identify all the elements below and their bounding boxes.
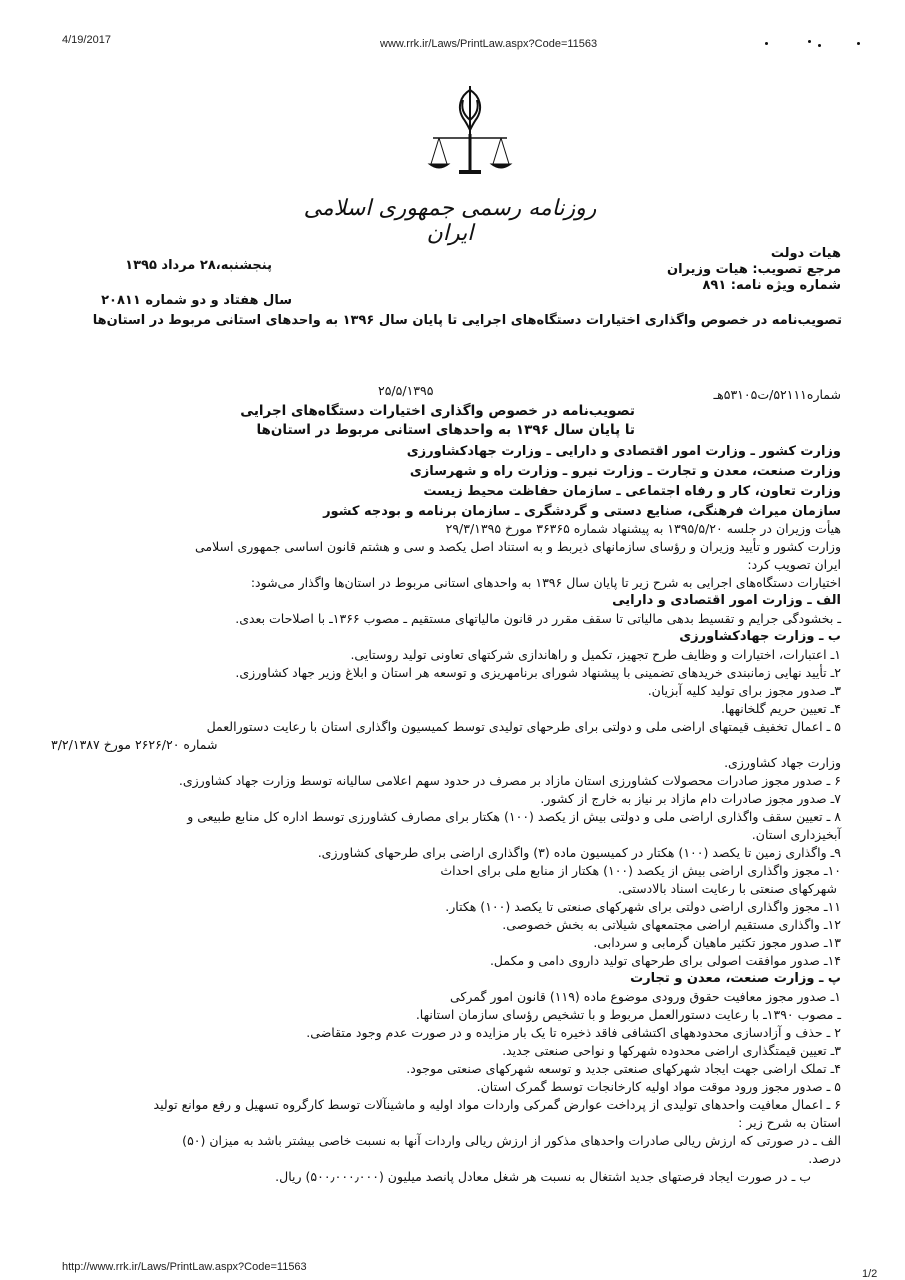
meta-authority: مرجع تصویب: هیات وزیران <box>667 262 841 277</box>
doc-title <box>240 402 635 440</box>
section-item: ۱۴ـ صدور موافقت اصولی برای طرحهای تولید داروی دامی و مکمل. <box>489 953 841 968</box>
doc-title-line: تصویب‌نامه در خصوص واگذاری اختیارات دستگاه‌های اجرایی <box>240 403 635 419</box>
section-item: ۲ ـ حذف و آزادسازی محدودههای اکتشافی فاقد ذخیره تا یک بار مزایده و در صورت عدم وجود متقاضی. <box>306 1025 841 1040</box>
section-item: ۴ـ تملک اراضی جهت ایجاد شهرکهای صنعتی جدید و توسعه شهرکهای صنعتی موجود. <box>406 1061 841 1076</box>
section-heading: پ ـ وزارت صنعت، معدن و تجارت <box>630 971 841 986</box>
meta-left-date: پنجشنبه،۲۸ مرداد ۱۳۹۵ <box>125 258 272 273</box>
emblem-icon <box>425 82 515 182</box>
body-line: وزارت کشور و تأیید وزیران و رؤسای سازمانهای ذیربط و به استناد اصل یکصد و سی و هشتم قانون اساسی جمهوری اسلامی <box>194 539 841 554</box>
meta-issuer: هیات دولت <box>770 246 841 261</box>
section-item: ۵ ـ اعمال تخفیف قیمتهای اراضی ملی و دولتی برای طرحهای تولیدی توسط کمیسیون واگذاری استان با رعایت دستورالعمل <box>206 719 841 734</box>
page-number: 1/2 <box>862 1268 878 1280</box>
section-item: ب ـ در صورت ایجاد فرصتهای جدید اشتغال به نسبت هر شغل معادل پانصد میلیون (۵۰۰٫۰۰۰٫۰۰۰) ریال. <box>275 1169 811 1184</box>
section-item: ۶ ـ اعمال معافیت واحدهای تولیدی از پرداخت عوارض گمرکی واردات مواد اولیه و ماشینآلات توسط کارگروه تسهیل و رفع موانع تولید <box>153 1097 841 1112</box>
section-item: ۲ـ تأیید نهایی زمانبندی خریدهای تضمینی با پیشنهاد شورای برنامهریزی و توسعه هر استان و ابلاغ وزیر جهاد کشاورزی. <box>235 665 841 680</box>
section-item: استان به شرح زیر : <box>738 1115 841 1130</box>
scan-dot <box>808 40 811 43</box>
recipient-line: سازمان میراث فرهنگی، صنایع دستی و گردشگری ـ سازمان برنامه و بودجه کشور <box>323 504 841 519</box>
recipients <box>323 442 841 522</box>
scan-dot <box>857 42 860 45</box>
section-item: ۱۳ـ صدور مجوز تکثیر ماهیان گرمابی و سردابی. <box>593 935 841 950</box>
document-body <box>51 520 841 1186</box>
section-item: ۳ـ تعیین قیمتگذاری اراضی محدوده شهرکها و نواحی صنعتی جدید. <box>502 1043 841 1058</box>
section-item: درصد. <box>808 1151 841 1166</box>
section-item: ۱۰ـ مجوز واگذاری اراضی بیش از یکصد (۱۰۰) هکتار از منابع ملی برای احداث <box>440 863 841 878</box>
section-item: ۴ـ تعیین حریم گلخانهها. <box>720 701 841 716</box>
section-item: ۱ـ صدور مجوز معافیت حقوق ورودی موضوع ماده (۱۱۹) قانون امور گمرکی <box>449 989 841 1004</box>
doc-date: ۲۵/۵/۱۳۹۵ <box>378 383 434 398</box>
meta-issue-number: شماره ویژه نامه: ۸۹۱ <box>702 278 841 293</box>
body-line: هیأت وزیران در جلسه ۱۳۹۵/۵/۲۰ به پیشنهاد شماره ۳۶۳۶۵ مورخ ۲۹/۳/۱۳۹۵ <box>445 521 841 536</box>
section-item: وزارت جهاد کشاورزی. <box>724 755 841 770</box>
doc-title-line: تا پایان سال ۱۳۹۶ به واحدهای استانی مربوط در استان‌ها <box>256 422 635 438</box>
doc-number: شماره۵۲۱۱۱/ت۵۳۱۰۵هـ <box>713 387 841 402</box>
print-date: 4/19/2017 <box>62 34 111 46</box>
section-item: الف ـ در صورتی که ارزش ریالی صادرات واحدهای مذکور از ارزش ریالی واردات آنها به نسبت خاصی بیشتر باشد به میزان (۵۰) <box>182 1133 841 1148</box>
section-item: ۶ ـ صدور مجوز صادرات محصولات کشاورزی استان مازاد بر مصرف در حدود سهم اعلامی سالیانه توسط وزارت جهاد کشاورزی. <box>178 773 841 788</box>
section-heading: ب ـ وزارت جهادکشاورزی <box>679 629 841 644</box>
recipient-line: وزارت کشور ـ وزارت امور اقتصادی و دارایی ـ وزارت جهادکشاورزی <box>406 444 841 459</box>
section-item: ۵ ـ صدور مجوز ورود موقت مواد اولیه کارخانجات توسط گمرک استان. <box>476 1079 841 1094</box>
section-item: ۹ـ واگذاری زمین تا یکصد (۱۰۰) هکتار در کمیسیون ماده (۳) واگذاری اراضی برای طرحهای کشاورزی. <box>317 845 841 860</box>
section-item: ۷ـ صدور مجوز صادرات دام مازاد بر نیاز به خارج از کشور. <box>540 791 841 806</box>
section-item: شماره ۲۶۲۶/۲۰ مورخ ۳/۲/۱۳۸۷ <box>51 737 218 752</box>
body-line: اختیارات دستگاه‌های اجرایی به شرح زیر تا پایان سال ۱۳۹۶ به واحدهای استانی مربوط در استان‌ها واگذار می‌شود: <box>250 575 841 590</box>
body-line: ایران تصویب کرد: <box>747 557 841 572</box>
scan-dot <box>818 44 821 47</box>
print-url: www.rrk.ir/Laws/PrintLaw.aspx?Code=11563 <box>380 38 598 50</box>
section-item: ۳ـ صدور مجوز برای تولید کلیه آبزیان. <box>647 683 841 698</box>
section-item: آبخیزداری استان. <box>751 827 841 842</box>
footer-url: http://www.rrk.ir/Laws/PrintLaw.aspx?Code=11563 <box>62 1261 307 1273</box>
recipient-line: وزارت تعاون، کار و رفاه اجتماعی ـ سازمان حفاظت محیط زیست <box>423 484 841 499</box>
section-item: ۸ ـ تعیین سقف واگذاری اراضی ملی و دولتی بیش از یکصد (۱۰۰) هکتار برای مصارف کشاورزی توسط اداره کل منابع طبیعی و <box>187 809 841 824</box>
masthead-title: روزنامه رسمی جمهوری اسلامی ایران <box>303 196 597 246</box>
section-item: ۱۱ـ مجوز واگذاری اراضی دولتی برای شهرکهای صنعتی تا یکصد (۱۰۰) هکتار. <box>445 899 841 914</box>
section-item: ۱ـ اعتبارات، اختیارات و وظایف طرح تجهیز، تکمیل و راهاندازی شرکتهای تعاونی تولید روستایی. <box>350 647 841 662</box>
section-item: ۱۲ـ واگذاری مستقیم اراضی مجتمعهای شیلاتی به بخش خصوصی. <box>502 917 841 932</box>
section-heading: الف ـ وزارت امور اقتصادی و دارایی <box>612 593 841 608</box>
meta-left-year: سال هفتاد و دو شماره ۲۰۸۱۱ <box>101 293 292 308</box>
recipient-line: وزارت صنعت، معدن و تجارت ـ وزارت نیرو ـ وزارت راه و شهرسازی <box>409 464 841 479</box>
scan-dot <box>765 42 768 45</box>
headline: تصویب‌نامه در خصوص واگذاری اختیارات دستگاه‌های اجرایی تا پایان سال ۱۳۹۶ به واحدهای استانی مربوط در استان‌ها <box>92 313 842 328</box>
section-item: ـ مصوب ۱۳۹۰ـ با رعایت دستورالعمل مربوط و با تشخیص رؤسای سازمان استانها. <box>415 1007 841 1022</box>
section-item: شهرکهای صنعتی با رعایت اسناد بالادستی. <box>618 881 837 896</box>
meta-right <box>581 246 841 294</box>
section-item: ـ بخشودگی جرایم و تقسیط بدهی مالیاتی تا سقف مقرر در قانون مالیاتهای مستقیم ـ مصوب ۱۳۶۶ـ با اصلاحات بعدی. <box>235 611 841 626</box>
